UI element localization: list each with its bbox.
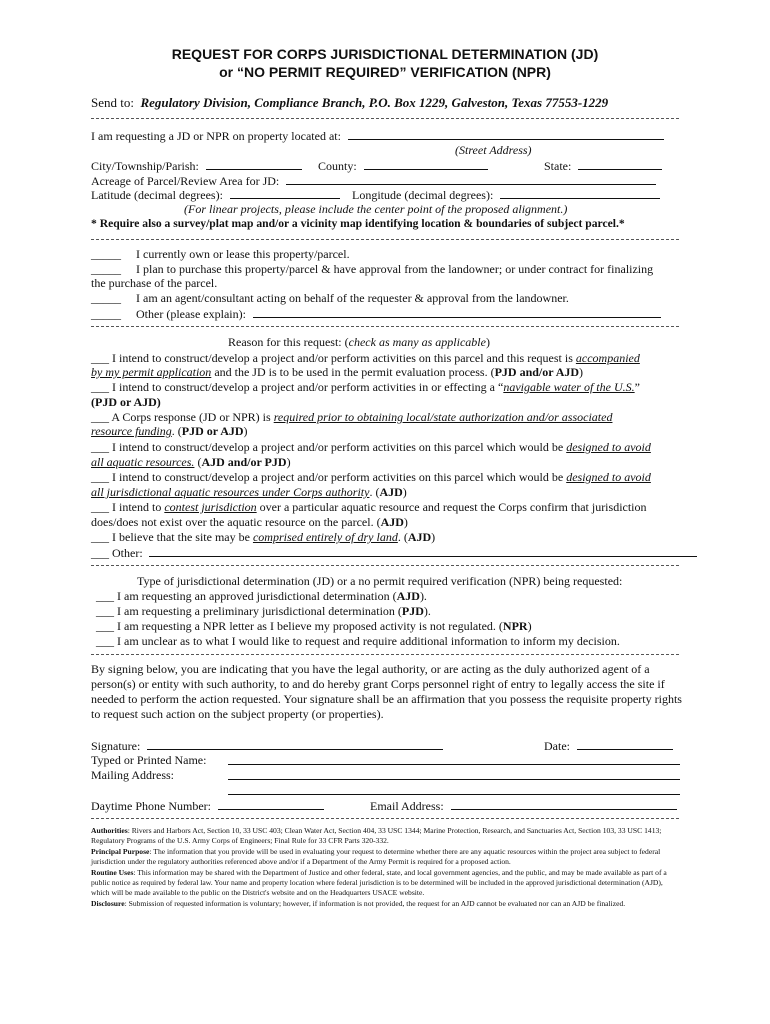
purpose-text: : The information that you provide will be used in evaluating your request to determine whether there are any aquatic resources within the project area subject to federal jurisdiction under the regulatory authorities referenced above and/or if a Department of the Army Permit is required for a proposed action. (91, 847, 661, 866)
reason-3-text2: . ( (171, 424, 182, 438)
reason-5-end: ) (402, 485, 407, 499)
reason-5-text: I intend to construct/develop a project and/or perform activities on this parcel which would be (112, 470, 567, 484)
checkbox-blank[interactable]: ___ (91, 351, 109, 365)
street-address-field[interactable] (348, 128, 664, 140)
reason-7-jd-type: AJD (407, 530, 432, 544)
requesting-label: I am requesting a JD or NPR on property located at: (91, 129, 341, 143)
email-label: Email Address: (370, 799, 444, 813)
lat-line (91, 187, 340, 202)
reason-4-emph: designed to avoid (566, 440, 651, 454)
reason-4-end: ) (286, 455, 291, 469)
state-group (544, 158, 662, 173)
reason-6 (91, 500, 647, 514)
printed-name-wrap (228, 753, 680, 768)
checkbox-blank[interactable]: ___ (91, 470, 109, 484)
street-address-hint: (Street Address) (455, 143, 532, 157)
signature-label: Signature: (91, 739, 141, 753)
reason-7-text: I believe that the site may be (112, 530, 253, 544)
type-npr-code: NPR (502, 619, 528, 633)
reason-other-label: Other: (112, 546, 143, 560)
divider (91, 239, 679, 240)
reason-3-text: A Corps response (JD or NPR) is (111, 410, 274, 424)
checkbox-blank[interactable]: ___ (91, 500, 109, 514)
date-label: Date: (544, 739, 570, 753)
phone-label: Daytime Phone Number: (91, 799, 211, 813)
linear-note: (For linear projects, please include the center point of the proposed alignment.) (184, 202, 568, 216)
reason-7-emph: comprised entirely of dry land (252, 530, 398, 544)
signature-field[interactable] (147, 738, 443, 750)
checkbox-blank[interactable]: ___ (91, 410, 109, 424)
disclosure-note (91, 899, 681, 909)
printed-name-field[interactable] (228, 753, 680, 765)
authorities-label: Authorities (91, 826, 128, 835)
reason-4-text2: ( (194, 455, 202, 469)
reason-6-jd-type: AJD (380, 515, 404, 529)
type-npr-end: ) (527, 619, 532, 633)
divider (91, 654, 679, 655)
property-address-line (91, 128, 664, 143)
reason-6-end: ) (403, 515, 408, 529)
reason-2 (91, 380, 640, 394)
form-title-line1: REQUEST FOR CORPS JURISDICTIONAL DETERMINATION (JD) (171, 46, 599, 62)
divider (91, 118, 679, 119)
routine-label: Routine Uses (91, 868, 134, 877)
reason-6-emph: contest jurisdiction (164, 500, 257, 514)
ownership-other (91, 306, 661, 321)
acreage-field[interactable] (286, 173, 656, 185)
checkbox-blank[interactable]: ___ (91, 546, 109, 560)
longitude-field[interactable] (500, 187, 660, 199)
checkbox-blank[interactable]: ___ (91, 440, 109, 454)
checkbox-blank[interactable]: ___ (96, 619, 114, 633)
latitude-label: Latitude (decimal degrees): (91, 188, 223, 202)
reason-4-cont (91, 455, 291, 469)
disclosure-label: Disclosure (91, 899, 125, 908)
survey-note: * Require also a survey/plat map and/or a vicinity map identifying location & boundaries of subject parcel.* (91, 217, 625, 230)
reason-heading-suffix: ) (485, 335, 490, 349)
state-field[interactable] (578, 158, 662, 170)
county-label: County: (318, 159, 357, 173)
reason-2-end: ” (634, 380, 640, 394)
latitude-field[interactable] (230, 187, 340, 199)
type-unclear-text: I am unclear as to what I would like to request and require additional information to inform my decision. (117, 634, 620, 648)
type-ajd-code: AJD (396, 589, 420, 603)
reason-5-cont (91, 485, 407, 499)
reason-1-text2: and the JD is to be used in the permit evaluation process. ( (211, 365, 495, 379)
ownership-own-label: I currently own or lease this property/parcel. (136, 247, 350, 261)
city-field[interactable] (206, 158, 302, 170)
reason-6-text2: over a particular aquatic resource and request the Corps confirm that jurisdiction (256, 500, 647, 514)
email-field[interactable] (451, 798, 677, 810)
checkbox-blank[interactable]: _____ (91, 247, 121, 261)
reason-4-text: I intend to construct/develop a project and/or perform activities on this parcel which would be (112, 440, 567, 454)
checkbox-blank[interactable]: ___ (96, 604, 114, 618)
principal-purpose-note (91, 847, 681, 867)
reason-7 (91, 530, 435, 544)
mailing-address-label: Mailing Address: (91, 768, 174, 782)
county-field[interactable] (364, 158, 488, 170)
mailing-address-wrap-2 (228, 783, 680, 798)
type-pjd-text: I am requesting a preliminary jurisdictional determination ( (117, 604, 402, 618)
reason-5 (91, 470, 651, 484)
mailing-address-field-2[interactable] (228, 783, 680, 795)
reason-5-emph2: all jurisdictional aquatic resources under Corps authority (91, 485, 370, 499)
checkbox-blank[interactable]: _____ (91, 262, 121, 276)
signature-line (91, 738, 443, 753)
routine-uses-note (91, 868, 681, 898)
reason-2-jd-type: (PJD or AJD) (91, 395, 161, 409)
reason-5-emph: designed to avoid (566, 470, 651, 484)
mailing-address-wrap (228, 768, 680, 783)
reason-heading-prefix: Reason for this request: ( (228, 335, 349, 349)
reason-4-jd-type: AJD and/or PJD (201, 455, 287, 469)
reason-3-jd-type: PJD or AJD (181, 424, 244, 438)
reason-1-emph: accompanied (575, 351, 640, 365)
printed-name-label: Typed or Printed Name: (91, 753, 207, 767)
checkbox-blank[interactable]: ___ (96, 589, 114, 603)
ownership-purchase-label: I plan to purchase this property/parcel & have approval from the landowner; or under contract for finalizing (136, 262, 654, 276)
reason-heading (228, 335, 490, 349)
mailing-address-field[interactable] (228, 768, 680, 780)
type-ajd-text: I am requesting an approved jurisdictional determination ( (117, 589, 397, 603)
type-ajd (96, 589, 427, 603)
reason-3 (91, 410, 612, 424)
acreage-line (91, 173, 656, 188)
checkbox-blank[interactable]: _____ (91, 291, 121, 305)
reason-2-emph: navigable water of the U.S. (503, 380, 635, 394)
type-npr (96, 619, 532, 633)
state-label: State: (544, 159, 572, 173)
county-group (318, 158, 488, 173)
ownership-other-field[interactable] (253, 306, 661, 318)
ownership-agent-label: I am an agent/consultant acting on behalf of the requester & approval from the landowner. (136, 291, 569, 305)
reason-1 (91, 351, 640, 365)
reason-3-emph: required prior to obtaining local/state authorization and/or associated (273, 410, 613, 424)
authorities-note (91, 826, 681, 846)
authorities-text: : Rivers and Harbors Act, Section 10, 33 USC 403; Clean Water Act, Section 404, 33 USC 1344; Marine Protection, Research, and Sanctuaries Act, Section 103, 33 USC 1413; Regulatory Programs of the U.S. Army Corps of Engineers; Final Rule for 33 CFR Parts 320-332. (91, 826, 662, 845)
checkbox-blank[interactable]: ___ (91, 380, 109, 394)
ownership-agent (91, 291, 569, 305)
city-county-state-line (91, 158, 302, 173)
checkbox-blank[interactable]: _____ (91, 307, 121, 321)
reason-1-end: ) (579, 365, 584, 379)
reason-other (91, 545, 697, 560)
type-pjd-end: ). (423, 604, 431, 618)
reason-7-end: ) (431, 530, 436, 544)
date-field[interactable] (577, 738, 673, 750)
ownership-own (91, 247, 350, 261)
purpose-label: Principal Purpose (91, 847, 150, 856)
divider (91, 565, 679, 566)
reason-1-jd-type: PJD and/or AJD (494, 365, 580, 379)
reason-other-field[interactable] (149, 545, 697, 557)
reason-7-text2: . ( (397, 530, 408, 544)
lon-group (352, 187, 660, 202)
reason-heading-italic: check as many as applicable (348, 335, 486, 349)
type-npr-text: I am requesting a NPR letter as I believe my proposed activity is not regulated. ( (117, 619, 503, 633)
disclosure-text: : Submission of requested information is voluntary; however, if information is not provided, the request for an AJD cannot be evaluated nor can an AJD be finalized. (124, 899, 626, 908)
phone-field[interactable] (218, 798, 324, 810)
ownership-purchase-cont: the purchase of the parcel. (91, 276, 218, 290)
reason-1-emph2: by my permit application (91, 365, 212, 379)
routine-text: : This information may be shared with the Department of Justice and other federal, state, and local government agencies, and the public, and may be made available as part of a public notice as required by federal law. Your name and property location where federal jurisdiction is to be determined will be included in the approved jurisdictional determination (AJD), which will be made available to the public on the District's website and on the Headquarters USACE website. (91, 868, 667, 897)
send-to-address: Regulatory Division, Compliance Branch, P.O. Box 1229, Galveston, Texas 77553-1229 (140, 95, 609, 110)
reason-4 (91, 440, 651, 454)
form-title-line2: or “NO PERMIT REQUIRED” VERIFICATION (NPR) (219, 64, 551, 80)
send-to-label: Send to: (91, 95, 134, 110)
divider (91, 818, 679, 819)
ownership-other-label: Other (please explain): (136, 307, 246, 321)
reason-5-jd-type: AJD (379, 485, 403, 499)
reason-6-text3: does/does not exist over the aquatic resource on the parcel. ( (91, 515, 381, 529)
reason-2-text: I intend to construct/develop a project and/or perform activities in or effecting a “ (112, 380, 504, 394)
longitude-label: Longitude (decimal degrees): (352, 188, 494, 202)
date-group (544, 738, 673, 753)
acreage-label: Acreage of Parcel/Review Area for JD: (91, 174, 280, 188)
reason-3-end: ) (243, 424, 248, 438)
reason-1-text: I intend to construct/develop a project and/or perform activities on this parcel and this request is (112, 351, 576, 365)
checkbox-blank[interactable]: ___ (91, 530, 109, 544)
type-heading: Type of jurisdictional determination (JD) or a no permit required verification (NPR) being requested: (137, 574, 623, 588)
type-pjd (96, 604, 431, 618)
reason-4-emph2: all aquatic resources. (91, 455, 195, 469)
authority-statement: By signing below, you are indicating that you have the legal authority, or are acting as the duly authorized agent of a person(s) or entity with such authority, to and do hereby grant Corps personnel right of entry to legally access the site if needed to perform the action requested. Your signature shall be an affirmation that you possess the requisite property rights to request such action on the subject property (or properties). (91, 662, 682, 721)
reason-5-text2: . ( (369, 485, 380, 499)
reason-1-cont (91, 365, 583, 379)
reason-6-text: I intend to (112, 500, 165, 514)
checkbox-blank[interactable]: ___ (96, 634, 114, 648)
divider (91, 326, 679, 327)
send-to-line (91, 95, 608, 110)
type-pjd-code: PJD (401, 604, 424, 618)
ownership-purchase (91, 262, 653, 276)
reason-6-cont (91, 515, 408, 529)
reason-3-cont (91, 424, 248, 438)
reason-3-emph2: resource funding (91, 424, 172, 438)
city-label: City/Township/Parish: (91, 159, 199, 173)
email-group (370, 798, 677, 813)
phone-line (91, 798, 324, 813)
type-unclear (96, 634, 620, 648)
type-ajd-end: ). (419, 589, 427, 603)
